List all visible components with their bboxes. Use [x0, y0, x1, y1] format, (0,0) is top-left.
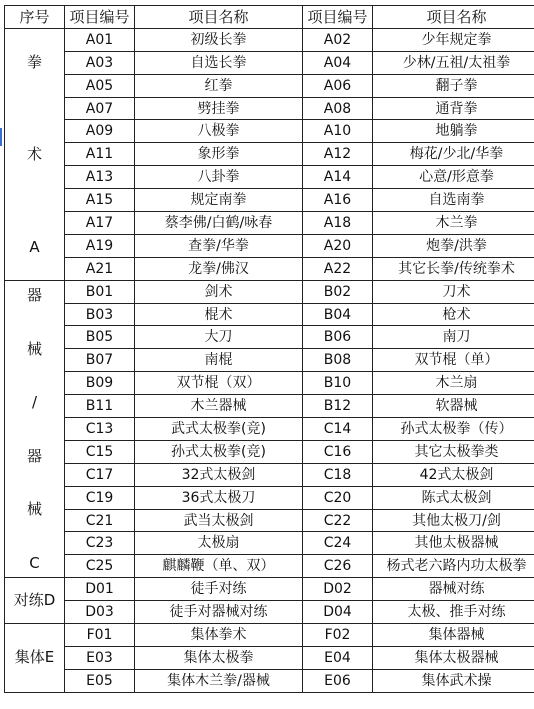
item-code-right: A22 [303, 257, 373, 280]
event-code-table [4, 5, 534, 693]
item-name-right: 其他太极器械 [373, 532, 534, 555]
item-name-right: 42式太极剑 [373, 463, 534, 486]
item-name-left: 劈挂拳 [135, 97, 303, 120]
table-row [5, 601, 534, 624]
table-body [5, 28, 534, 692]
item-code-left: C19 [65, 486, 135, 509]
item-code-right: B10 [303, 372, 373, 395]
item-code-left: C15 [65, 440, 135, 463]
item-name-left: 孙式太极拳(竞) [135, 440, 303, 463]
item-code-left: C25 [65, 555, 135, 578]
category-cell [5, 280, 65, 578]
item-code-right: A12 [303, 143, 373, 166]
category-vertical-label [5, 29, 64, 280]
item-code-left: B11 [65, 395, 135, 418]
item-code-left: B07 [65, 349, 135, 372]
item-name-left: 蔡李佛/白鹤/咏春 [135, 212, 303, 235]
item-name-right: 软器械 [373, 395, 534, 418]
item-code-right: D02 [303, 578, 373, 601]
table-row [5, 509, 534, 532]
item-code-right: B06 [303, 326, 373, 349]
table-row [5, 395, 534, 418]
header-name-right: 项目名称 [373, 6, 534, 29]
item-name-left: 剑术 [135, 280, 303, 303]
item-name-left: 36式太极刀 [135, 486, 303, 509]
item-code-right: C16 [303, 440, 373, 463]
table-row [5, 143, 534, 166]
category-cell [5, 624, 65, 693]
category-char: 器 [26, 286, 42, 305]
item-name-left: 武式太极拳(竞) [135, 418, 303, 441]
item-code-left: A01 [65, 28, 135, 51]
item-code-left: A11 [65, 143, 135, 166]
item-code-right: A10 [303, 120, 373, 143]
item-name-right: 集体太极器械 [373, 646, 534, 669]
item-name-left: 太极扇 [135, 532, 303, 555]
item-name-right: 少年规定拳 [373, 28, 534, 51]
item-code-right: C14 [303, 418, 373, 441]
item-code-left: D03 [65, 601, 135, 624]
item-name-right: 集体武术操 [373, 669, 534, 692]
item-name-left: 棍术 [135, 303, 303, 326]
item-code-left: B05 [65, 326, 135, 349]
table-row [5, 555, 534, 578]
table-row [5, 418, 534, 441]
category-cell [5, 578, 65, 624]
table-row [5, 463, 534, 486]
header-seq: 序号 [5, 6, 65, 29]
item-name-left: 集体拳术 [135, 624, 303, 647]
item-code-right: C24 [303, 532, 373, 555]
item-code-left: A07 [65, 97, 135, 120]
item-code-left: C21 [65, 509, 135, 532]
item-name-left: 初级长拳 [135, 28, 303, 51]
item-code-right: A18 [303, 212, 373, 235]
item-code-left: A05 [65, 74, 135, 97]
item-code-left: A15 [65, 189, 135, 212]
item-name-right: 梅花/少北/华拳 [373, 143, 534, 166]
item-code-left: A03 [65, 51, 135, 74]
table-row [5, 486, 534, 509]
table-row [5, 578, 534, 601]
item-name-left: 红拳 [135, 74, 303, 97]
table-row [5, 372, 534, 395]
item-name-left: 32式太极剑 [135, 463, 303, 486]
item-name-right: 南刀 [373, 326, 534, 349]
item-code-right: A16 [303, 189, 373, 212]
item-code-right: A20 [303, 234, 373, 257]
table-row [5, 28, 534, 51]
item-name-right: 地躺拳 [373, 120, 534, 143]
table-row [5, 257, 534, 280]
table-row [5, 120, 534, 143]
table-row [5, 166, 534, 189]
item-name-left: 大刀 [135, 326, 303, 349]
table-row [5, 532, 534, 555]
item-name-right: 心意/形意拳 [373, 166, 534, 189]
item-code-right: A14 [303, 166, 373, 189]
item-code-right: B08 [303, 349, 373, 372]
item-name-right: 其它长拳/传统拳术 [373, 257, 534, 280]
item-name-left: 查拳/华拳 [135, 234, 303, 257]
table-row [5, 212, 534, 235]
item-name-right: 刀术 [373, 280, 534, 303]
item-name-left: 八极拳 [135, 120, 303, 143]
table-row [5, 234, 534, 257]
item-name-right: 双节棍（单） [373, 349, 534, 372]
item-code-right: A06 [303, 74, 373, 97]
item-name-left: 徒手对练 [135, 578, 303, 601]
table-row [5, 326, 534, 349]
item-name-left: 自选长拳 [135, 51, 303, 74]
item-name-left: 集体木兰拳/器械 [135, 669, 303, 692]
category-char: 术 [26, 145, 42, 164]
item-code-left: B01 [65, 280, 135, 303]
table-row [5, 74, 534, 97]
category-label: 集体E [14, 648, 55, 667]
table-row [5, 303, 534, 326]
item-name-right: 杨式老六路内功太极拳 [373, 555, 534, 578]
category-cell [5, 28, 65, 280]
table-row [5, 624, 534, 647]
item-name-left: 武当太极剑 [135, 509, 303, 532]
item-code-left: A17 [65, 212, 135, 235]
item-name-left: 木兰器械 [135, 395, 303, 418]
item-code-right: C22 [303, 509, 373, 532]
item-code-right: B12 [303, 395, 373, 418]
table-row [5, 349, 534, 372]
item-code-left: C23 [65, 532, 135, 555]
left-edge-marker [0, 128, 2, 146]
item-name-right: 孙式太极拳（传） [373, 418, 534, 441]
category-char: 械 [26, 339, 42, 358]
item-name-right: 集体器械 [373, 624, 534, 647]
item-code-right: F02 [303, 624, 373, 647]
category-char: A [29, 237, 40, 256]
table-row [5, 669, 534, 692]
item-code-left: E05 [65, 669, 135, 692]
item-name-left: 麒麟鞭（单、双） [135, 555, 303, 578]
item-code-left: A13 [65, 166, 135, 189]
table-row [5, 51, 534, 74]
item-name-right: 通背拳 [373, 97, 534, 120]
item-name-left: 南棍 [135, 349, 303, 372]
item-code-left: B03 [65, 303, 135, 326]
item-name-left: 规定南拳 [135, 189, 303, 212]
category-char: / [31, 393, 38, 412]
item-name-right: 翻子拳 [373, 74, 534, 97]
table-row [5, 97, 534, 120]
item-name-left: 双节棍（双） [135, 372, 303, 395]
item-name-left: 徒手对器械对练 [135, 601, 303, 624]
item-code-right: C20 [303, 486, 373, 509]
item-code-right: A04 [303, 51, 373, 74]
item-code-right: A08 [303, 97, 373, 120]
item-name-left: 象形拳 [135, 143, 303, 166]
item-name-left: 龙拳/佛汉 [135, 257, 303, 280]
category-label: 对练D [13, 591, 56, 610]
item-code-left: A19 [65, 234, 135, 257]
header-code-right: 项目编号 [303, 6, 373, 29]
category-char: 器 [26, 446, 42, 465]
item-code-left: A21 [65, 257, 135, 280]
item-code-left: C13 [65, 418, 135, 441]
item-code-left: D01 [65, 578, 135, 601]
table-row [5, 280, 534, 303]
category-vertical-label [5, 281, 64, 578]
table-row [5, 189, 534, 212]
item-code-right: D04 [303, 601, 373, 624]
item-code-left: F01 [65, 624, 135, 647]
item-code-left: A09 [65, 120, 135, 143]
item-name-right: 木兰拳 [373, 212, 534, 235]
item-name-right: 自选南拳 [373, 189, 534, 212]
table-header-row [5, 6, 534, 29]
item-code-left: C17 [65, 463, 135, 486]
category-char: 械 [26, 500, 42, 519]
item-code-right: E06 [303, 669, 373, 692]
item-name-right: 炮拳/洪拳 [373, 234, 534, 257]
item-code-right: C18 [303, 463, 373, 486]
item-name-left: 八卦拳 [135, 166, 303, 189]
item-name-left: 集体太极拳 [135, 646, 303, 669]
table-row [5, 440, 534, 463]
item-name-right: 枪术 [373, 303, 534, 326]
item-name-right: 其他太极刀/剑 [373, 509, 534, 532]
item-name-right: 器械对练 [373, 578, 534, 601]
header-code-left: 项目编号 [65, 6, 135, 29]
item-name-right: 少林/五祖/太祖拳 [373, 51, 534, 74]
item-name-right: 太极、推手对练 [373, 601, 534, 624]
item-name-right: 其它太极拳类 [373, 440, 534, 463]
header-name-left: 项目名称 [135, 6, 303, 29]
item-code-right: B02 [303, 280, 373, 303]
item-code-left: B09 [65, 372, 135, 395]
item-code-right: E04 [303, 646, 373, 669]
item-code-left: E03 [65, 646, 135, 669]
item-name-right: 陈式太极剑 [373, 486, 534, 509]
item-code-right: C26 [303, 555, 373, 578]
category-char: 拳 [26, 53, 42, 72]
table-row [5, 646, 534, 669]
item-code-right: B04 [303, 303, 373, 326]
item-name-right: 木兰扇 [373, 372, 534, 395]
item-code-right: A02 [303, 28, 373, 51]
category-char: C [29, 553, 40, 572]
